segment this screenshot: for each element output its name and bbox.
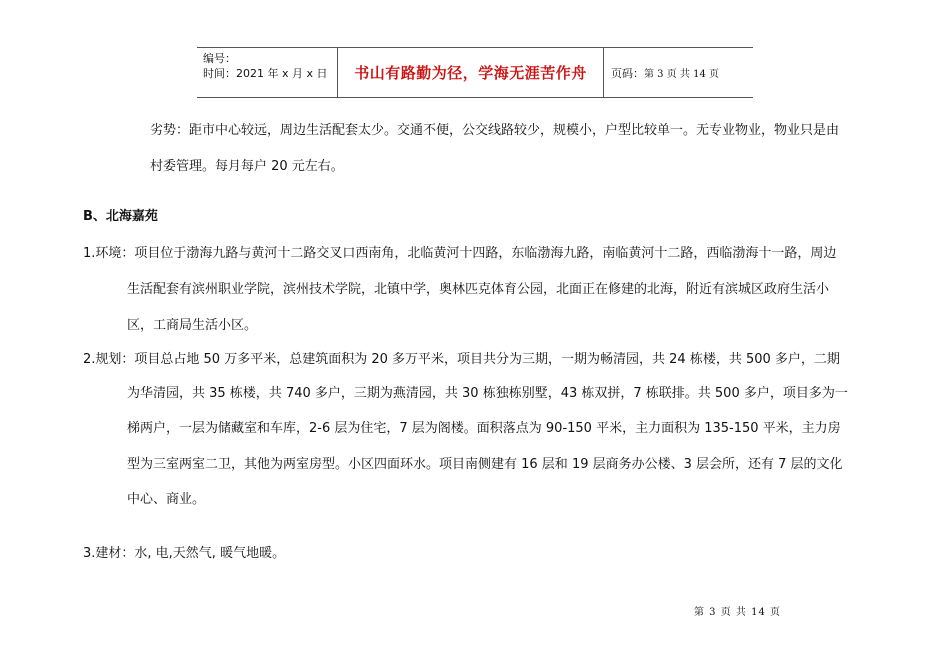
page-label: 页码： [611, 66, 644, 80]
materials-line: 3.建材：水, 电,天然气, 暖气地暖。 [83, 546, 286, 561]
environment-line-1: 1.环境：项目位于渤海九路与黄河十二路交叉口西南角，北临黄河十四路，东临渤海九路，南临黄河十二路，西临渤海十一路，周边 [83, 246, 837, 261]
page-info: 第 3 页 共 14 页 [644, 69, 719, 80]
disadvantage-line-2: 村委管理。每月每户 20 元左右。 [150, 159, 344, 174]
page-footer: 第 3 页 共 14 页 [694, 607, 781, 618]
header-left-cell [197, 48, 338, 97]
header-page-cell [604, 48, 753, 97]
planning-line-3: 梯两户，一层为储藏室和车库，2-6 层为住宅，7 层为阁楼。面积落点为 90-150 平米，主力面积为 135-150 平米，主力房 [127, 421, 841, 436]
disadvantage-line-1: 劣势：距市中心较远，周边生活配套太少。交通不便，公交线路较少，规模小，户型比较单一。无专业物业，物业只是由 [150, 123, 840, 138]
planning-line-4: 型为三室两室二卫，其他为两室房型。小区四面环水。项目南侧建有 16 层和 19 层商务办公楼、3 层会所，还有 7 层的文化 [127, 457, 843, 472]
motto: 书山有路勤为径，学海无涯苦作舟 [338, 48, 604, 97]
id-label: 编号： [203, 52, 236, 65]
date-label: 时间：2021 年 x 月 x 日 [203, 67, 328, 80]
planning-line-5: 中心、商业。 [127, 492, 206, 507]
environment-line-2: 生活配套有滨州职业学院，滨州技术学院，北镇中学，奥林匹克体育公园，北面正在修建的北海，附近有滨城区政府生活小 [127, 282, 830, 297]
planning-line-2: 为华清园，共 35 栋楼，共 740 多户，三期为燕清园，共 30 栋独栋别墅，43 栋双拼，7 栋联排。共 500 多户，项目多为一 [127, 386, 848, 401]
planning-line-1: 2.规划：项目总占地 50 万多平米，总建筑面积为 20 多万平米，项目共分为三期，一期为畅清园，共 24 栋楼，共 500 多户，二期 [83, 352, 840, 367]
section-b-title: B、北海嘉苑 [83, 209, 158, 224]
environment-line-3: 区，工商局生活小区。 [127, 318, 258, 333]
page-header-table [197, 47, 753, 98]
